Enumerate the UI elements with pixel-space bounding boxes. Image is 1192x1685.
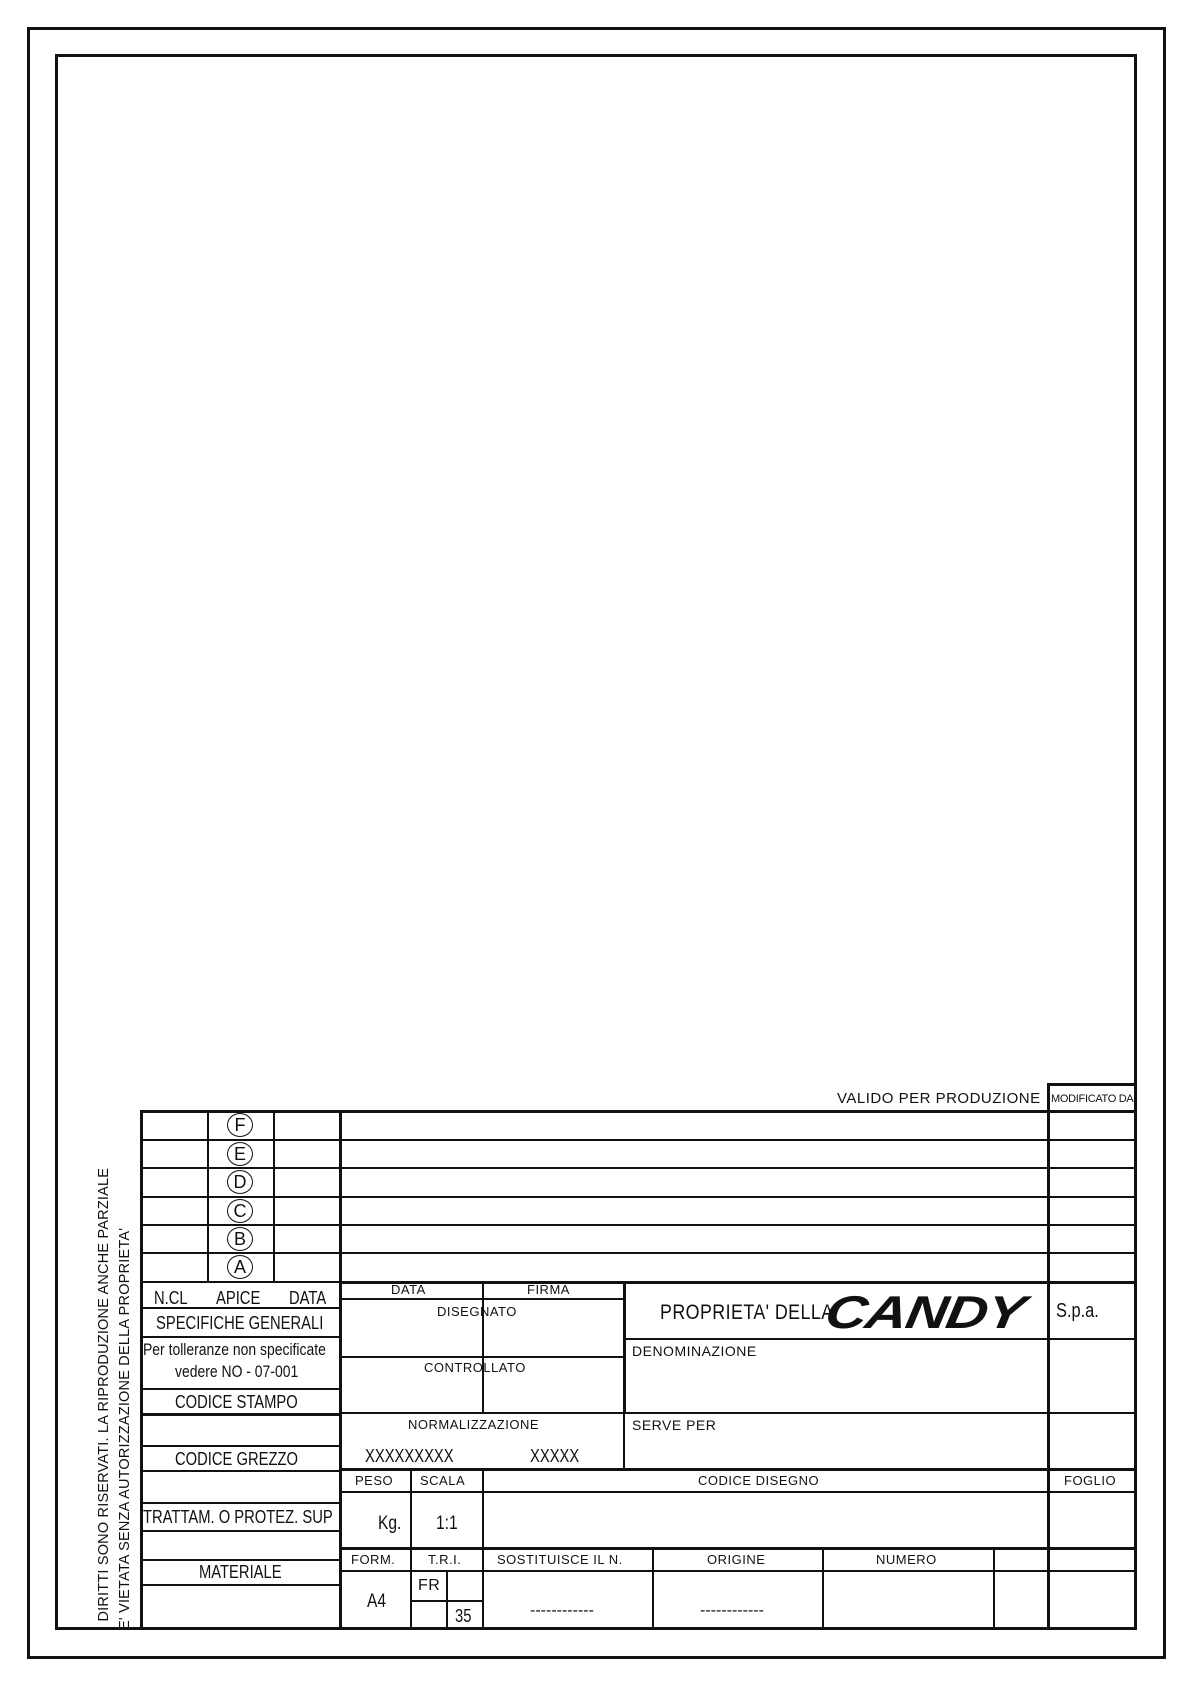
disegnato-label: DISEGNATO <box>437 1304 517 1319</box>
fr-value: FR <box>418 1577 441 1594</box>
norm-top-line <box>339 1412 1137 1414</box>
col-apice: APICE <box>216 1288 261 1308</box>
rev-row-line-3 <box>140 1196 1137 1198</box>
left-line-g <box>140 1502 340 1504</box>
sig-data-label: DATA <box>391 1282 426 1297</box>
form-row-top <box>339 1547 1137 1550</box>
left-panel-edge <box>140 1110 143 1630</box>
code-foglio-divider <box>1047 1468 1049 1548</box>
left-line-a <box>140 1307 340 1309</box>
rights-notice-line1: I DIRITTI SONO RISERVATI. LA RIPRODUZIONE ANCHE PARZIALE <box>96 1167 112 1630</box>
serve-per-left <box>623 1412 625 1469</box>
left-line-e <box>140 1445 340 1447</box>
numero-label: NUMERO <box>876 1552 937 1567</box>
left-panel-right-edge <box>339 1110 342 1630</box>
trattam-protez: TRATTAM. O PROTEZ. SUP <box>143 1507 333 1527</box>
scala-value: 1:1 <box>436 1513 458 1534</box>
left-line-h <box>140 1530 340 1532</box>
revision-letter-e: E <box>227 1142 253 1166</box>
revision-letter-b: B <box>227 1227 253 1251</box>
sig-header-line <box>339 1298 624 1300</box>
owner-line <box>623 1338 1137 1340</box>
data-firma-divider <box>482 1281 484 1414</box>
form-value: A4 <box>367 1591 387 1612</box>
modificato-da-label: MODIFICATO DA <box>1051 1093 1134 1105</box>
rev-row-line-2 <box>140 1167 1137 1169</box>
revision-letter-f: F <box>227 1113 253 1137</box>
left-line-f <box>140 1470 340 1472</box>
sostituisce-dashes: ------------ <box>530 1602 594 1619</box>
left-line-i <box>140 1559 340 1561</box>
normalizzazione-label: NORMALIZZAZIONE <box>408 1417 540 1432</box>
spa-label: S.p.a. <box>1056 1300 1099 1322</box>
revision-letter-c: C <box>227 1199 253 1223</box>
sig-firma-label: FIRMA <box>527 1282 570 1297</box>
peso-label: PESO <box>355 1473 394 1488</box>
origine-label: ORIGINE <box>707 1552 766 1567</box>
rev-row-line-1 <box>140 1139 1137 1141</box>
origine-numero-divider <box>822 1547 824 1629</box>
norm-value-2: XXXXX <box>530 1446 580 1466</box>
tri-label: T.R.I. <box>428 1552 462 1567</box>
valido-per-produzione: VALIDO PER PRODUZIONE <box>837 1090 1041 1107</box>
col-data: DATA <box>289 1288 327 1308</box>
codice-stampo: CODICE STAMPO <box>175 1392 298 1412</box>
form-row-bottom <box>339 1570 1137 1572</box>
codice-grezzo: CODICE GREZZO <box>175 1449 299 1469</box>
sig-right-edge <box>623 1281 626 1413</box>
controllato-label: CONTROLLATO <box>424 1360 526 1375</box>
sostituisce-origine-divider <box>652 1547 654 1629</box>
rev-row-line-4 <box>140 1224 1137 1226</box>
revision-letter-d: D <box>227 1170 253 1194</box>
form-label: FORM. <box>351 1552 396 1567</box>
sig-line-mid <box>339 1356 624 1358</box>
foglio-label: FOGLIO <box>1064 1473 1117 1488</box>
scala-label: SCALA <box>420 1473 466 1488</box>
proprieta-della: PROPRIETA' DELLA <box>660 1301 834 1324</box>
peso-row-bottom <box>339 1491 1137 1493</box>
norm-value-1: XXXXXXXXX <box>365 1446 454 1466</box>
sostituisce-label: SOSTITUISCE IL N. <box>497 1552 623 1567</box>
left-line-d <box>140 1413 340 1416</box>
numero-last-divider <box>993 1547 995 1629</box>
tolleranze-line1: Per tolleranze non specificate <box>143 1340 326 1359</box>
tolleranze-line2: vedere NO - 07-001 <box>175 1362 299 1381</box>
left-line-j <box>140 1584 340 1586</box>
left-line-b <box>140 1336 340 1338</box>
codice-disegno-label: CODICE DISEGNO <box>698 1473 820 1488</box>
denominazione-label: DENOMINAZIONE <box>632 1343 757 1359</box>
specifiche-generali: SPECIFICHE GENERALI <box>156 1313 324 1333</box>
candy-logo: CANDY <box>821 1286 1029 1338</box>
tri-inner-line <box>410 1600 483 1602</box>
modificato-box-top <box>1047 1083 1135 1086</box>
left-line-c <box>140 1388 340 1390</box>
kg-value: Kg. <box>378 1513 402 1534</box>
rev-row-line-5 <box>140 1252 1137 1254</box>
col-ncl: N.CL <box>154 1288 188 1308</box>
materiale: MATERIALE <box>199 1562 282 1582</box>
revision-letter-a: A <box>227 1255 253 1279</box>
serve-per-label: SERVE PER <box>632 1417 717 1433</box>
rev-row-line-6 <box>140 1281 340 1283</box>
origine-dashes: ------------ <box>700 1602 764 1619</box>
rights-notice-line2: E' VIETATA SENZA AUTORIZZAZIONE DELLA PROPRIETA' <box>117 1227 133 1630</box>
peso-row-top <box>339 1468 1137 1471</box>
tri-value: 35 <box>455 1606 472 1626</box>
title-block-top <box>339 1281 1137 1284</box>
revision-block-top <box>140 1110 1137 1113</box>
